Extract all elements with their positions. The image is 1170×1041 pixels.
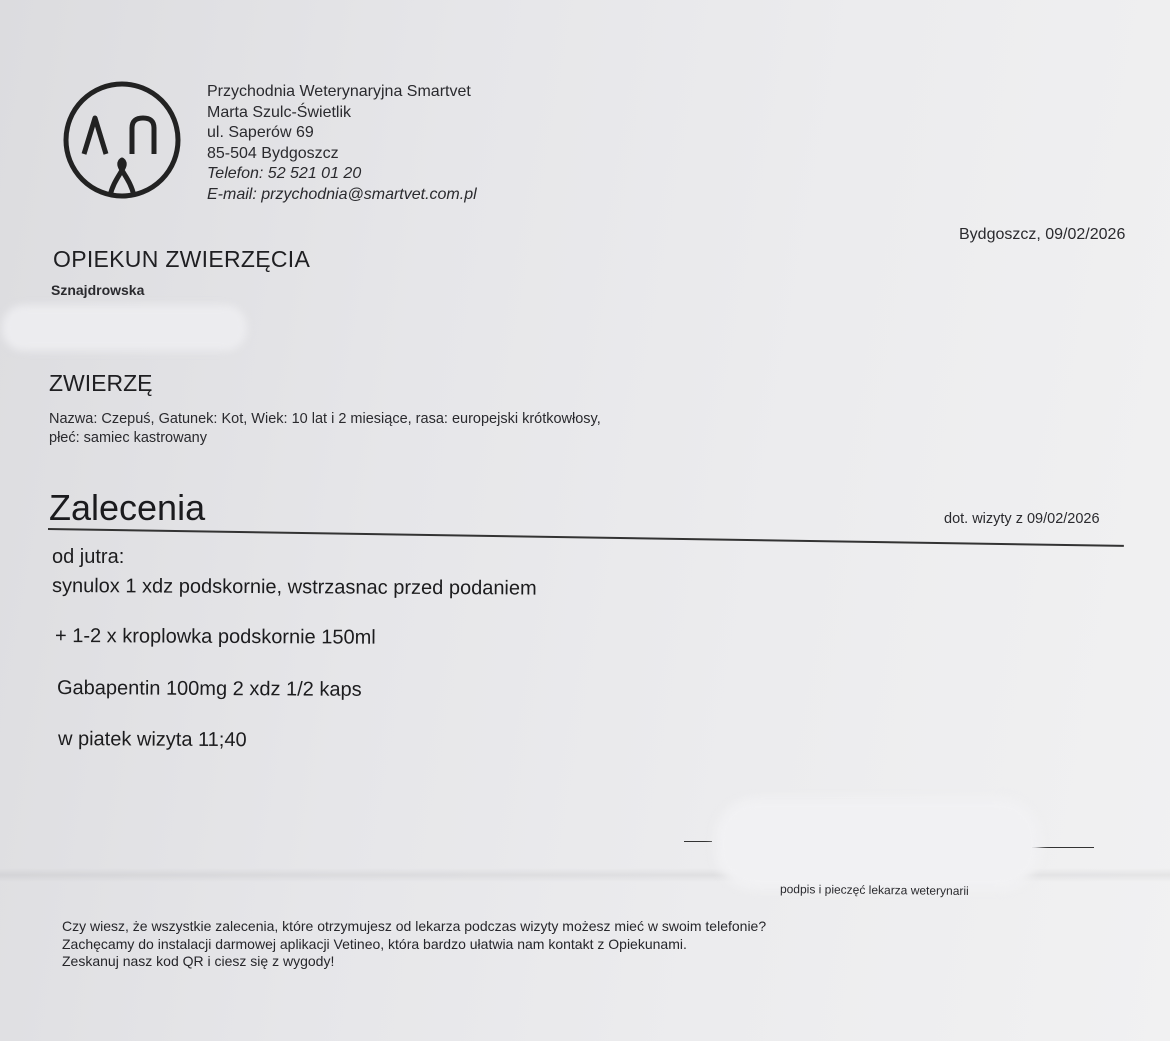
animal-heading: ZWIERZĘ bbox=[49, 370, 153, 396]
recommendation-line: Gabapentin 100mg 2 xdz 1/2 kaps bbox=[56, 677, 362, 701]
signature-caption: podpis i pieczęć lekarza weterynarii bbox=[779, 882, 969, 898]
clinic-info bbox=[207, 82, 477, 205]
document-date: Bydgoszcz, 09/02/2026 bbox=[959, 226, 1126, 243]
animal-details-line-2: płeć: samiec kastrowany bbox=[49, 430, 207, 446]
footer-line: Czy wiesz, że wszystkie zalecenia, które otrzymujesz od lekarza podczas wizyty możesz mieć w swoim telefonie? bbox=[62, 918, 767, 934]
owner-name: Sznajdrowska bbox=[51, 282, 145, 298]
clinic-email: E-mail: przychodnia@smartvet.com.pl bbox=[207, 185, 477, 203]
clinic-name: Przychodnia Weterynaryjna Smartvet bbox=[207, 83, 471, 100]
owner-heading: OPIEKUN ZWIERZĘCIA bbox=[53, 246, 311, 272]
recommendations-heading: Zalecenia bbox=[49, 487, 206, 528]
footer-line: Zachęcamy do instalacji darmowej aplikacji Vetineo, która bardzo ułatwia nam kontakt z Opiekunami. bbox=[62, 936, 687, 952]
recommendation-line: synulox 1 xdz podskornie, wstrzasnac przed podaniem bbox=[51, 575, 537, 600]
visit-reference: dot. wizyty z 09/02/2026 bbox=[944, 511, 1100, 527]
recommendation-line: + 1-2 x kroplowka podskornie 150ml bbox=[54, 625, 376, 649]
footer-line: Zeskanuj nasz kod QR i ciesz się z wygody! bbox=[62, 953, 335, 969]
redaction-blur bbox=[2, 305, 247, 351]
signature-line bbox=[684, 841, 712, 842]
animal-details-line-1: Nazwa: Czepuś, Gatunek: Kot, Wiek: 10 lat i 2 miesiące, rasa: europejski krótkowłosy, bbox=[49, 411, 601, 427]
clinic-city: 85-504 Bydgoszcz bbox=[207, 144, 339, 162]
recommendation-line: w piatek wizyta 11;40 bbox=[57, 728, 247, 752]
recommendation-line: od jutra: bbox=[52, 546, 125, 568]
section-divider bbox=[48, 528, 1124, 546]
clinic-logo-icon bbox=[58, 80, 186, 206]
signature-line bbox=[1032, 847, 1094, 848]
clinic-owner: Marta Szulc-Świetlik bbox=[207, 103, 352, 121]
signature-redaction-blur bbox=[715, 798, 1040, 890]
clinic-street: ul. Saperów 69 bbox=[207, 124, 314, 141]
clinic-phone: Telefon: 52 521 01 20 bbox=[207, 165, 362, 182]
